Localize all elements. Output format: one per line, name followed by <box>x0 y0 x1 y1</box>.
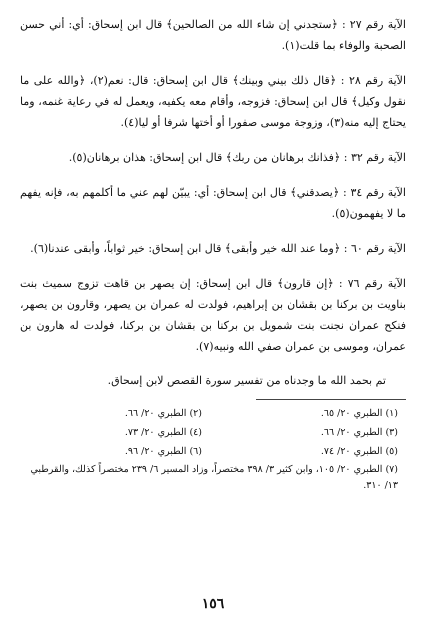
footnotes <box>20 406 406 460</box>
verse-76-commentary: الآية رقم ٧٦ : ﴿إن قارون﴾ قال ابن إسحاق: إن يصهر بن قاهت تزوج سميث بنت بناويت بن بركنا بن بقشان بن إبراهيم، فولدت له عمران بن يصهر، وقارون بن يصهر، فنكح عمران نجنت بنت شمويل بن بركنا بن بقشان بن بركنا، فولدت له هارون بن عمران، وموسى بن عمران صفي الله ونبيه(٧). <box>20 277 406 353</box>
document-page <box>20 14 406 626</box>
footnote-5: (٥) الطبري ٢٠/ ٧٤. <box>320 446 398 457</box>
page-number: ١٥٦ <box>201 596 225 612</box>
verse-27-commentary: الآية رقم ٢٧ : ﴿ستجدني إن شاء الله من الصالحين﴾ قال ابن إسحاق: أي: أني حسن الصحبة والوفاء بما قلت(١). <box>20 18 406 52</box>
verse-60-commentary: الآية رقم ٦٠ : ﴿وما عند الله خير وأبقى﴾ قال ابن إسحاق: خير ثواباً، وأبقى عندنا(٦). <box>30 242 406 255</box>
verse-34-commentary: الآية رقم ٣٤ : ﴿يصدقني﴾ قال ابن إسحاق: أي: يبيّن لهم عني ما أكلمهم به، فإنه يفهم ما لا يفهمون(٥). <box>20 186 406 220</box>
verse-28-commentary: الآية رقم ٢٨ : ﴿قال ذلك بيني وبينك﴾ قال ابن إسحاق: قال: نعم(٢)، ﴿والله على ما نقول وكيل﴾ قال ابن إسحاق: فزوجه، وأقام معه يكفيه، ويعمل له في رعاية غنمه، وما يحتاج إليه منه(٣)، وزوجة موسى صفورا أو أختها شرفا أو ليا(٤). <box>20 74 406 129</box>
closing-note: تم بحمد الله ما وجدناه من تفسير سورة القصص لابن إسحاق. <box>107 374 386 387</box>
footnote-divider <box>256 399 406 400</box>
footnote-2: (٢) الطبري ٢٠/ ٦٦. <box>124 408 202 419</box>
footnote-6: (٦) الطبري ٢٠/ ٩٦. <box>124 446 202 457</box>
verse-32-commentary: الآية رقم ٣٢ : ﴿فذانك برهانان من ربك﴾ قال ابن إسحاق: هذان برهانان(٥). <box>68 151 406 164</box>
footnote-3: (٣) الطبري ٢٠/ ٦٦. <box>320 427 398 438</box>
footnote-7: (٧) الطبري ٢٠/ ١٠٥، وابن كثير ٣/ ٣٩٨ مختصراً، وزاد المسير ٦/ ٢٣٩ مختصراً كذلك، والقرطبي ١٣/ ٣١٠. <box>30 464 398 491</box>
footnote-1: (١) الطبري ٢٠/ ٦٥. <box>320 408 398 419</box>
footnote-4: (٤) الطبري ٢٠/ ٧٣. <box>124 427 202 438</box>
